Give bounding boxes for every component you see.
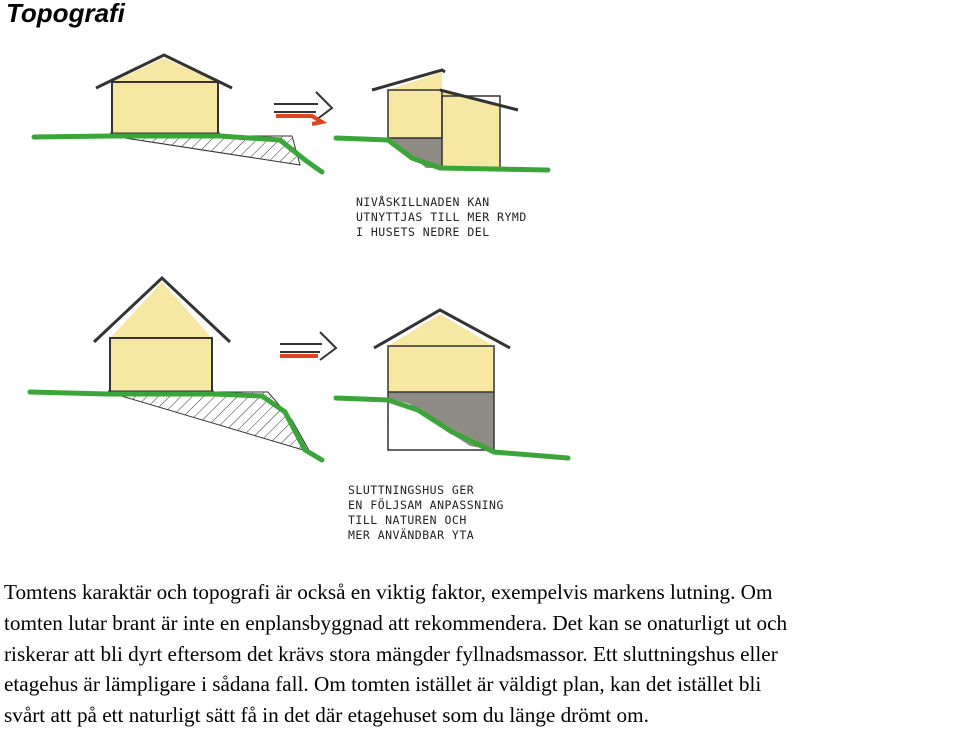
paragraph-line: tomten lutar brant är inte en enplansbyggnad att rekommendera. Det kan se onaturligt ut och — [4, 610, 788, 635]
paragraph-line: etagehus är lämpligare i sådana fall. Om tomten istället är väldigt plan, kan det istället bli — [4, 672, 762, 697]
paragraph-line: riskerar att bli dyrt eftersom det krävs stora mängder fyllnadsmassor. Ett sluttningshus eller — [4, 641, 778, 666]
arrow-top — [274, 92, 332, 124]
note-line: I HUSETS NEDRE DEL — [356, 225, 490, 239]
arrow-bottom — [280, 332, 336, 360]
note-line: SLUTTNINGSHUS GER — [348, 483, 475, 497]
paragraph-line: Tomtens karaktär och topografi är också en viktig faktor, exempelvis markens lutning. Om — [4, 580, 773, 604]
topography-sketches — [0, 40, 960, 560]
paragraph-line: svårt att på ett naturligt sätt få in det där etagehuset som du länge drömt om. — [4, 703, 649, 728]
page-title: Topografi — [6, 0, 125, 28]
flat-house-on-fill-sketch-top — [34, 55, 322, 172]
body-paragraph — [4, 577, 959, 731]
note-line: NIVÅSKILLNADEN KAN — [356, 195, 490, 209]
note-line: EN FÖLJSAM ANPASSNING — [348, 498, 504, 512]
flat-house-on-fill-sketch-bottom — [30, 278, 322, 460]
split-level-house-sketch-top — [336, 70, 548, 239]
note-line: TILL NATUREN OCH — [348, 513, 467, 527]
note-line: UTNYTTJAS TILL MER RYMD — [356, 210, 527, 224]
sloped-house-sketch-bottom — [336, 310, 568, 542]
note-line: MER ANVÄNDBAR YTA — [348, 528, 475, 542]
